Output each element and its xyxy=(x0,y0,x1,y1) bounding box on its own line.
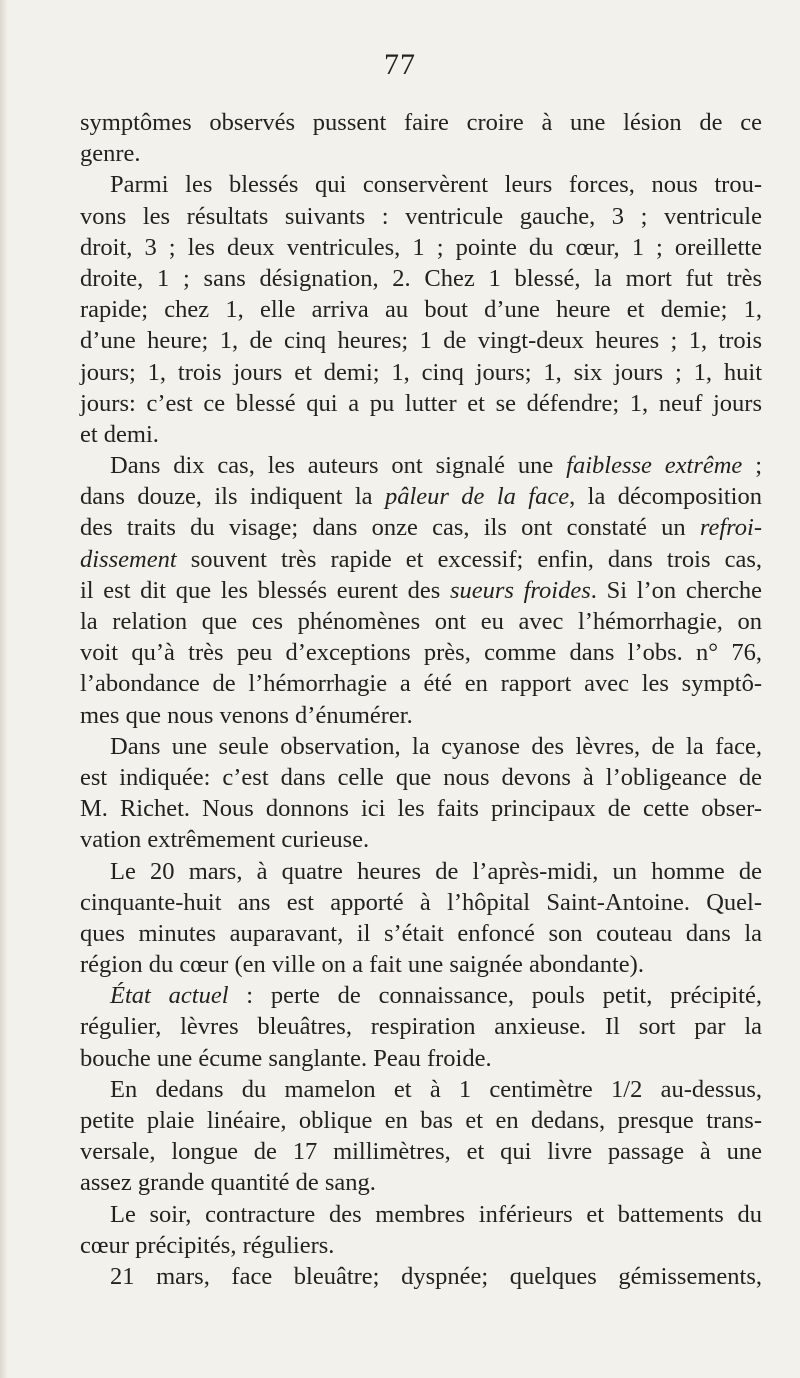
text-line: jours; 1, trois jours et demi; 1, cinq jours; 1, six jours ; 1, huit xyxy=(80,358,762,386)
text-line: droit, 3 ; les deux ventricules, 1 ; pointe du cœur, 1 ; oreillette xyxy=(80,233,762,261)
text-line: assez grande quantité de sang. xyxy=(80,1169,376,1197)
text-line: est indiquée: c’est dans celle que nous devons à l’obligeance de xyxy=(80,763,762,791)
text-line: Dans une seule observation, la cyanose des lèvres, de la face, xyxy=(110,732,762,760)
text-line: symptômes observés pussent faire croire à une lésion de ce xyxy=(80,109,762,136)
text-line: des traits du visage; dans onze cas, ils ont constaté un refroi- xyxy=(80,514,762,542)
text-line: jours: c’est ce blessé qui a pu lutter et se défendre; 1, neuf jours xyxy=(80,389,762,417)
text-line: Parmi les blessés qui conservèrent leurs forces, nous trou- xyxy=(110,171,762,199)
text-line: mes que nous venons d’énumérer. xyxy=(80,701,413,729)
text-line: Le soir, contracture des membres inférieurs et battements du xyxy=(110,1200,762,1228)
text-line: l’abondance de l’hémorrhagie a été en rapport avec les symptô- xyxy=(80,670,762,698)
text-line: En dedans du mamelon et à 1 centimètre 1/2 au-dessus, xyxy=(110,1075,762,1103)
text-line: dans douze, ils indiquent la pâleur de la face, la décomposition xyxy=(80,483,762,511)
text-line: région du cœur (en ville on a fait une saignée abondante). xyxy=(80,951,644,979)
text-line: dissement souvent très rapide et excessif; enfin, dans trois cas, xyxy=(80,545,762,573)
text-line: d’une heure; 1, de cinq heures; 1 de vingt-deux heures ; 1, trois xyxy=(80,327,762,355)
page-left-edge-shadow xyxy=(0,0,8,1378)
text-line: État actuel : perte de connaissance, pouls petit, précipité, xyxy=(110,982,762,1010)
text-line: régulier, lèvres bleuâtres, respiration anxieuse. Il sort par la xyxy=(80,1013,762,1041)
text-line: M. Richet. Nous donnons ici les faits principaux de cette obser- xyxy=(80,795,762,823)
text-line: bouche une écume sanglante. Peau froide. xyxy=(80,1044,492,1072)
text-line: genre. xyxy=(80,140,141,168)
body-text xyxy=(80,107,762,1292)
text-line: vation extrêmement curieuse. xyxy=(80,826,370,854)
text-line: la relation que ces phénomènes ont eu avec l’hémorrhagie, on xyxy=(80,608,762,635)
text-line: rapide; chez 1, elle arriva au bout d’une heure et demie; 1, xyxy=(80,296,762,324)
text-line: versale, longue de 17 millimètres, et qui livre passage à une xyxy=(80,1138,762,1166)
text-line: il est dit que les blessés eurent des sueurs froides. Si l’on cherche xyxy=(80,576,762,604)
text-line: voit qu’à très peu d’exceptions près, comme dans l’obs. n° 76, xyxy=(80,639,762,667)
text-line: Le 20 mars, à quatre heures de l’après-midi, un homme de xyxy=(110,857,762,885)
page-number: 77 xyxy=(384,48,416,81)
text-line: vons les résultats suivants : ventricule gauche, 3 ; ventricule xyxy=(80,202,762,230)
text-line: petite plaie linéaire, oblique en bas et en dedans, presque trans- xyxy=(80,1107,762,1134)
text-line: cœur précipités, réguliers. xyxy=(80,1231,335,1259)
text-line: ques minutes auparavant, il s’était enfoncé son couteau dans la xyxy=(80,919,762,947)
text-line: cinquante-huit ans est apporté à l’hôpital Saint-Antoine. Quel- xyxy=(80,888,762,916)
text-line: Dans dix cas, les auteurs ont signalé une faiblesse extrême ; xyxy=(110,452,762,480)
text-line: droite, 1 ; sans désignation, 2. Chez 1 blessé, la mort fut très xyxy=(80,264,762,292)
text-line: et demi. xyxy=(80,420,159,448)
text-line: 21 mars, face bleuâtre; dyspnée; quelques gémissements, xyxy=(110,1262,762,1290)
